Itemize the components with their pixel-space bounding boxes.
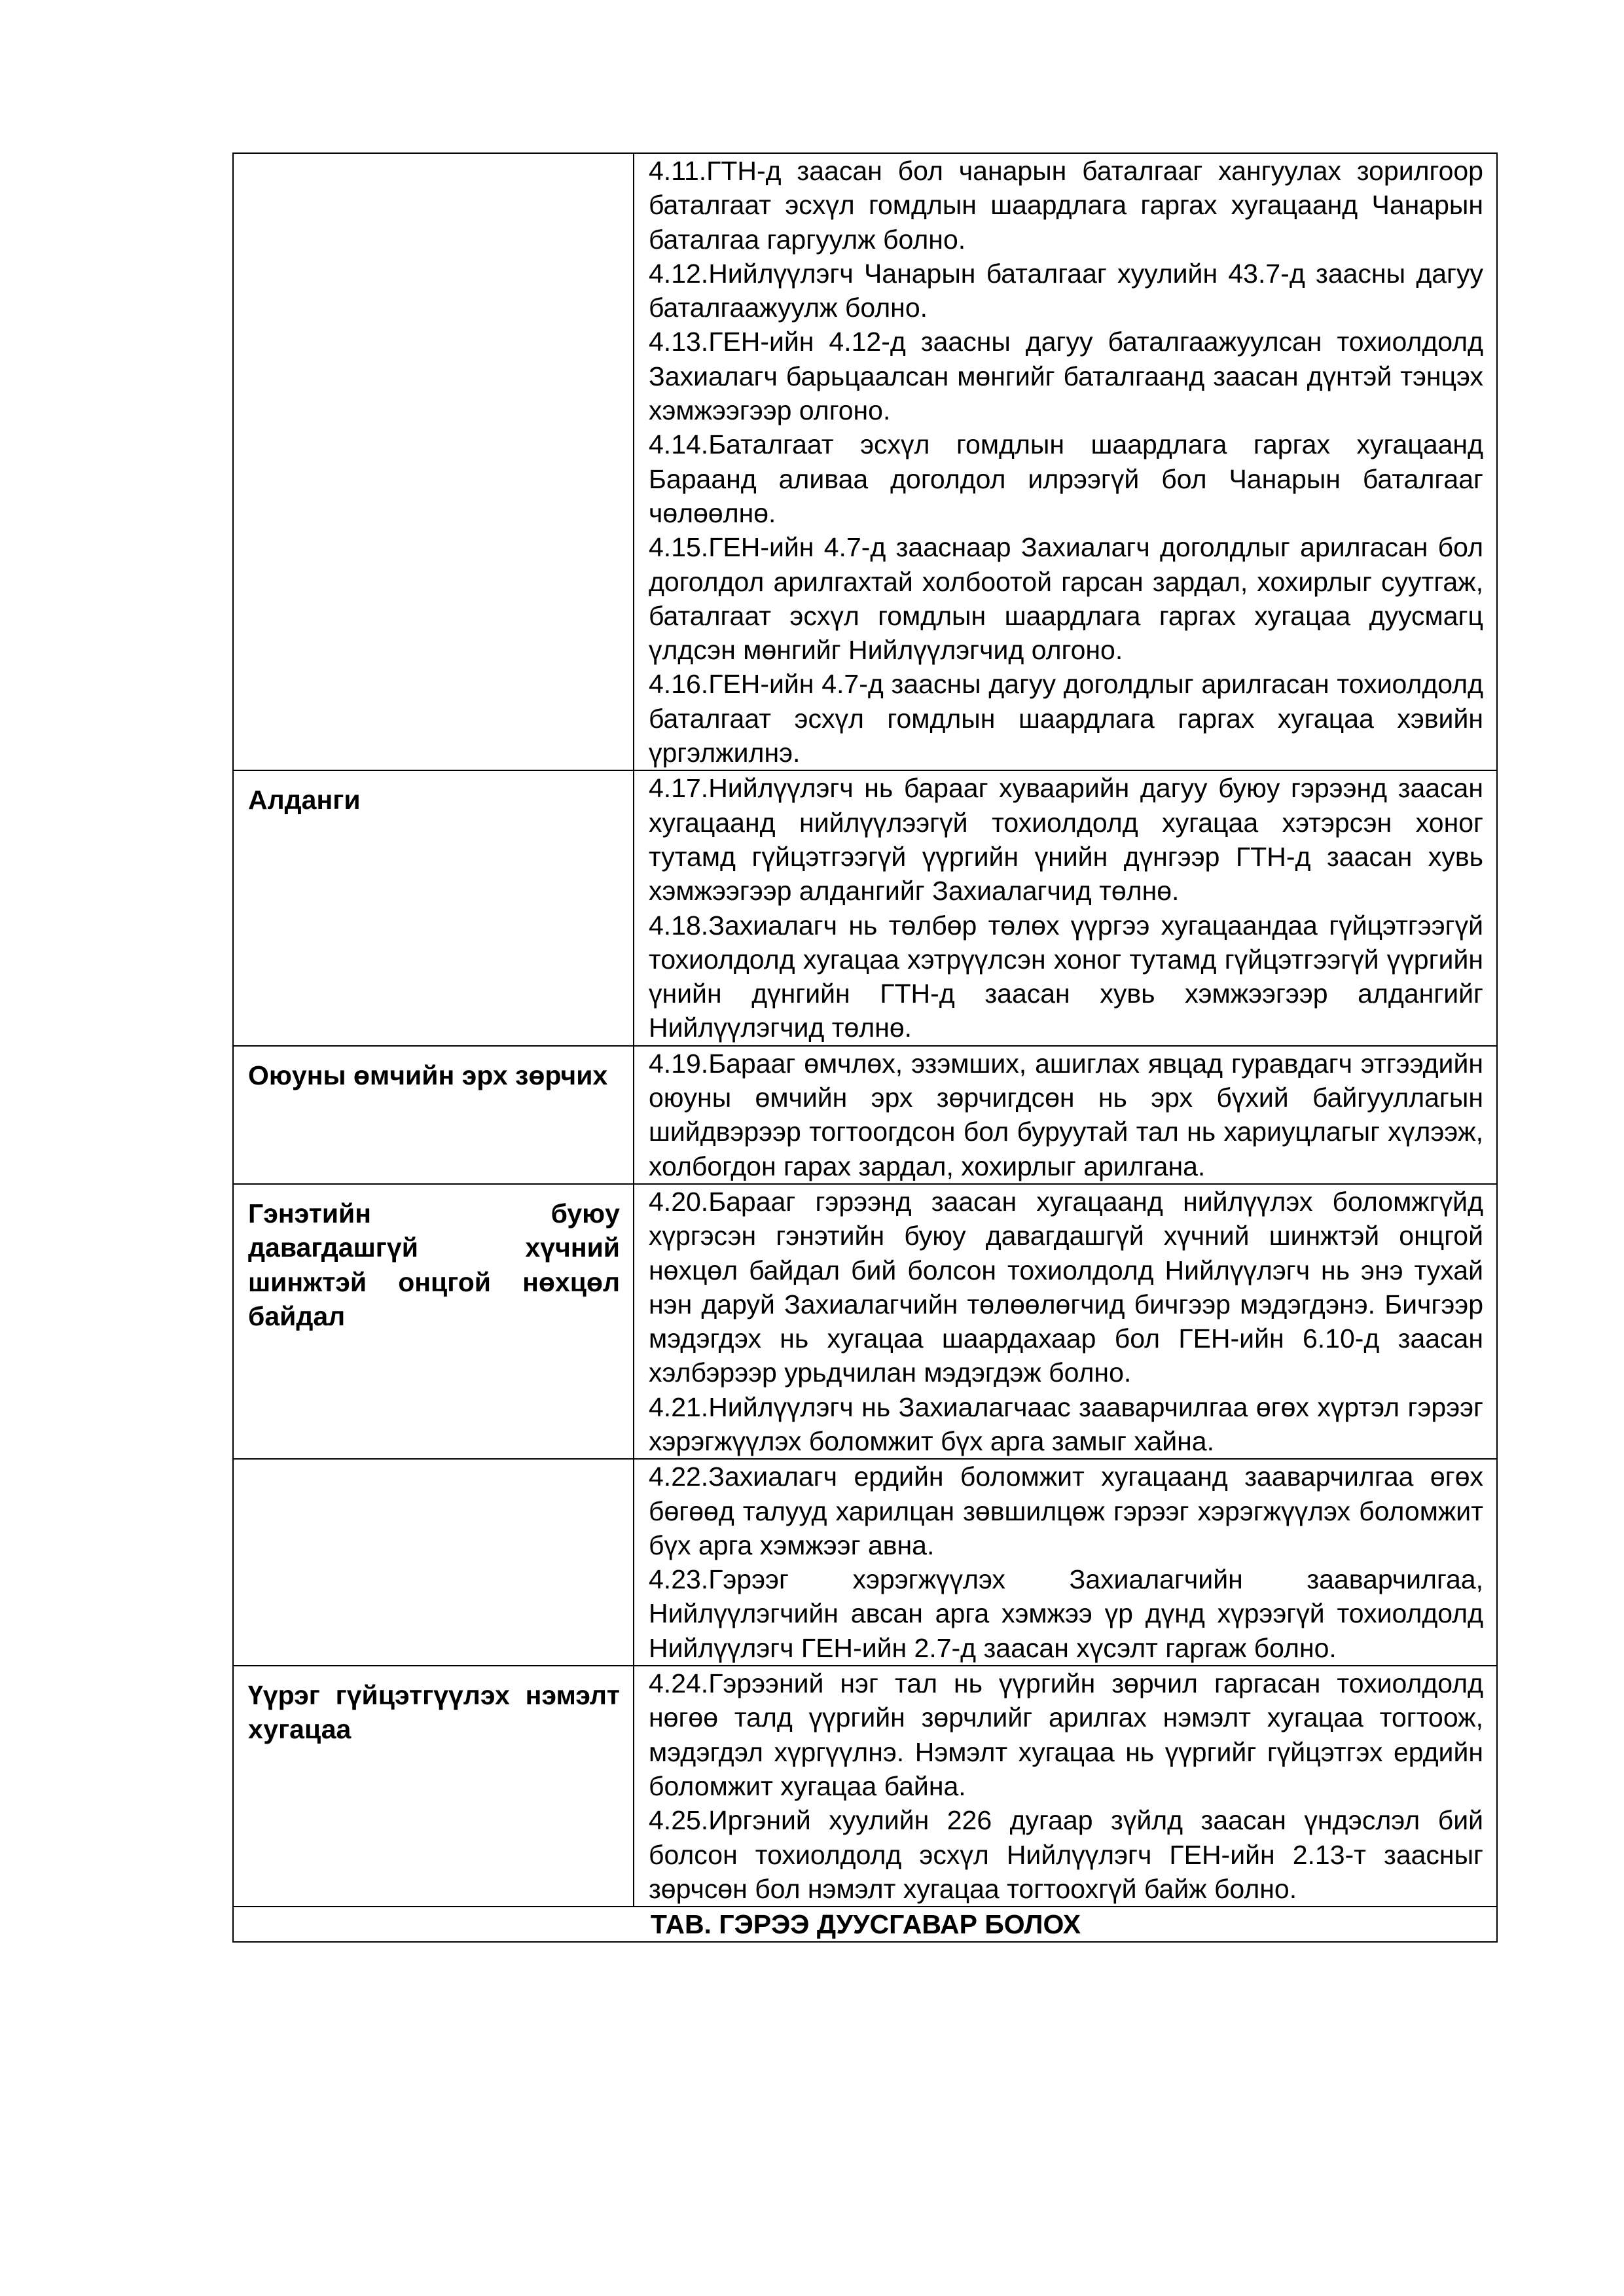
- row-label-cell: [233, 1459, 634, 1666]
- clause-4-24: 4.24.Гэрээний нэг тал нь үүргийн зөрчил гаргасан тохиолдолд нөгөө талд үүргийн зөрчлийг арилгах нэмэлт хугацаа тогтоож, мэдэгдэл хүргүүлнэ. Нэмэлт хугацаа нь үүргийг гүйцэтгэх ердийн боломжит хугацаа байна.: [649, 1668, 1483, 1801]
- section-heading-row: [233, 1907, 1497, 1942]
- clause-4-16: 4.16.ГЕН-ийн 4.7-д заасны дагуу доголдлыг арилгасан тохиолдолд баталгаат эсхүл гомдлын шаардлага гаргах хугацаа хэвийн үргэлжилнэ.: [649, 669, 1483, 768]
- clauses-cell: [634, 1184, 1497, 1459]
- clause-4-20: 4.20.Барааг гэрээнд заасан хугацаанд нийлүүлэх боломжгүйд хүргэсэн гэнэтийн буюу давагдашгүй хүчний шинжтэй онцгой нөхцөл байдал бий болсон тохиолдолд Нийлүүлэгч нь энэ тухай нэн даруй Захиалагчийн төлөөлөгчид бичгээр мэдэгдэнэ. Бичгээр мэдэгдэх нь хугацаа шаардахаар бол ГЕН-ийн 6.10-д заасан хэлбэрээр урьдчилан мэдэгдэж болно.: [649, 1186, 1483, 1388]
- table-row: [233, 153, 1497, 770]
- row-label-intellectual-property: Оюуны өмчийн эрх зөрчих: [248, 1060, 608, 1090]
- table-row: [233, 1184, 1497, 1459]
- clause-4-11: 4.11.ГТН-д заасан бол чанарын баталгааг хангуулах зорилгоор баталгаат эсхүл гомдлын шаардлага гаргах хугацаанд Чанарын баталгаа гаргуулж болно.: [649, 156, 1483, 255]
- contract-table: [232, 152, 1498, 1943]
- row-label-cell: [233, 1046, 634, 1184]
- clause-4-23: 4.23.Гэрээг хэрэгжүүлэх Захиалагчийн зааварчилгаа, Нийлүүлэгчийн авсан арга хэмжээ үр дүнд хүрээгүй тохиолдолд Нийлүүлэгч ГЕН-ийн 2.7-д заасан хүсэлт гаргаж болно.: [649, 1564, 1483, 1663]
- clauses-cell: [634, 770, 1497, 1045]
- clause-4-21: 4.21.Нийлүүлэгч нь Захиалагчаас зааварчилгаа өгөх хүртэл гэрээг хэрэгжүүлэх боломжит бүх арга замыг хайна.: [649, 1391, 1483, 1456]
- row-label-cell: [233, 153, 634, 770]
- section-heading: ТАВ. ГЭРЭЭ ДУУСГАВАР БОЛОХ: [233, 1907, 1497, 1942]
- row-label-cell: [233, 1666, 634, 1907]
- clause-4-19: 4.19.Барааг өмчлөх, эзэмших, ашиглах явцад гуравдагч этгээдийн оюуны өмчийн эрх зөрчигдсөн нь эрх бүхий байгууллагын шийдвэрээр тогтоогдсон бол буруутай тал нь хариуцлагыг хүлээж, холбогдон гарах зардал, хохирлыг арилгана.: [649, 1048, 1483, 1181]
- row-label-penalty: Алданги: [248, 785, 361, 816]
- clause-4-14: 4.14.Баталгаат эсхүл гомдлын шаардлага гаргах хугацаанд Бараанд аливаа доголдол илрээгүй бол Чанарын баталгааг чөлөөлнө.: [649, 429, 1483, 528]
- clause-4-15: 4.15.ГЕН-ийн 4.7-д зааснаар Захиалагч доголдлыг арилгасан бол доголдол арилгахтай холбоотой гарсан зардал, хохирлыг суутгаж, баталгаат эсхүл гомдлын шаардлага гаргах хугацаа дуусмагц үлдсэн мөнгийг Нийлүүлэгчид олгоно.: [649, 532, 1483, 666]
- table-row: [233, 1046, 1497, 1184]
- clauses-cell: [634, 1666, 1497, 1907]
- table-row: [233, 1666, 1497, 1907]
- row-label-force-majeure: Гэнэтийн буюу давагдашгүй хүчний шинжтэй онцгой нөхцөл байдал: [248, 1198, 620, 1331]
- clause-4-13: 4.13.ГЕН-ийн 4.12-д заасны дагуу баталгаажуулсан тохиолдолд Захиалагч барьцаалсан мөнгийг баталгаанд заасан дүнтэй тэнцэх хэмжээгээр олгоно.: [649, 327, 1483, 426]
- table-row: [233, 1459, 1497, 1666]
- row-label-cell: [233, 1184, 634, 1459]
- clause-4-25: 4.25.Иргэний хуулийн 226 дугаар зүйлд заасан үндэслэл бий болсон тохиолдолд эсхүл Нийлүүлэгч ГЕН-ийн 2.13-т заасныг зөрчсөн бол нэмэлт хугацаа тогтоохгүй байж болно.: [649, 1805, 1483, 1904]
- clauses-cell: [634, 1459, 1497, 1666]
- clause-4-17: 4.17.Нийлүүлэгч нь барааг хуваарийн дагуу буюу гэрээнд заасан хугацаанд нийлүүлээгүй тохиолдолд хугацаа хэтэрсэн хоног тутамд гүйцэтгээгүй үүргийн үнийн дүнгээр ГТН-д заасан хувь хэмжээгээр алдангийг Захиалагчид төлнө.: [649, 773, 1483, 906]
- clause-4-18: 4.18.Захиалагч нь төлбөр төлөх үүргээ хугацаандаа гүйцэтгээгүй тохиолдолд хугацаа хэтрүүлсэн хоног тутамд гүйцэтгээгүй үүргийн үнийн дүнгийн ГТН-д заасан хувь хэмжээгээр алдангийг Нийлүүлэгчид төлнө.: [649, 910, 1483, 1043]
- row-label-additional-period: Үүрэг гүйцэтгүүлэх нэмэлт хугацаа: [248, 1680, 620, 1745]
- clauses-cell: [634, 153, 1497, 770]
- clause-4-22: 4.22.Захиалагч ердийн боломжит хугацаанд зааварчилгаа өгөх бөгөөд талууд харилцан зөвшилцөж гэрээг хэрэгжүүлэх боломжит бүх арга хэмжээг авна.: [649, 1462, 1483, 1560]
- clauses-cell: [634, 1046, 1497, 1184]
- table-row: [233, 770, 1497, 1045]
- row-label-cell: [233, 770, 634, 1045]
- clause-4-12: 4.12.Нийлүүлэгч Чанарын баталгааг хуулийн 43.7-д заасны дагуу баталгаажуулж болно.: [649, 258, 1483, 323]
